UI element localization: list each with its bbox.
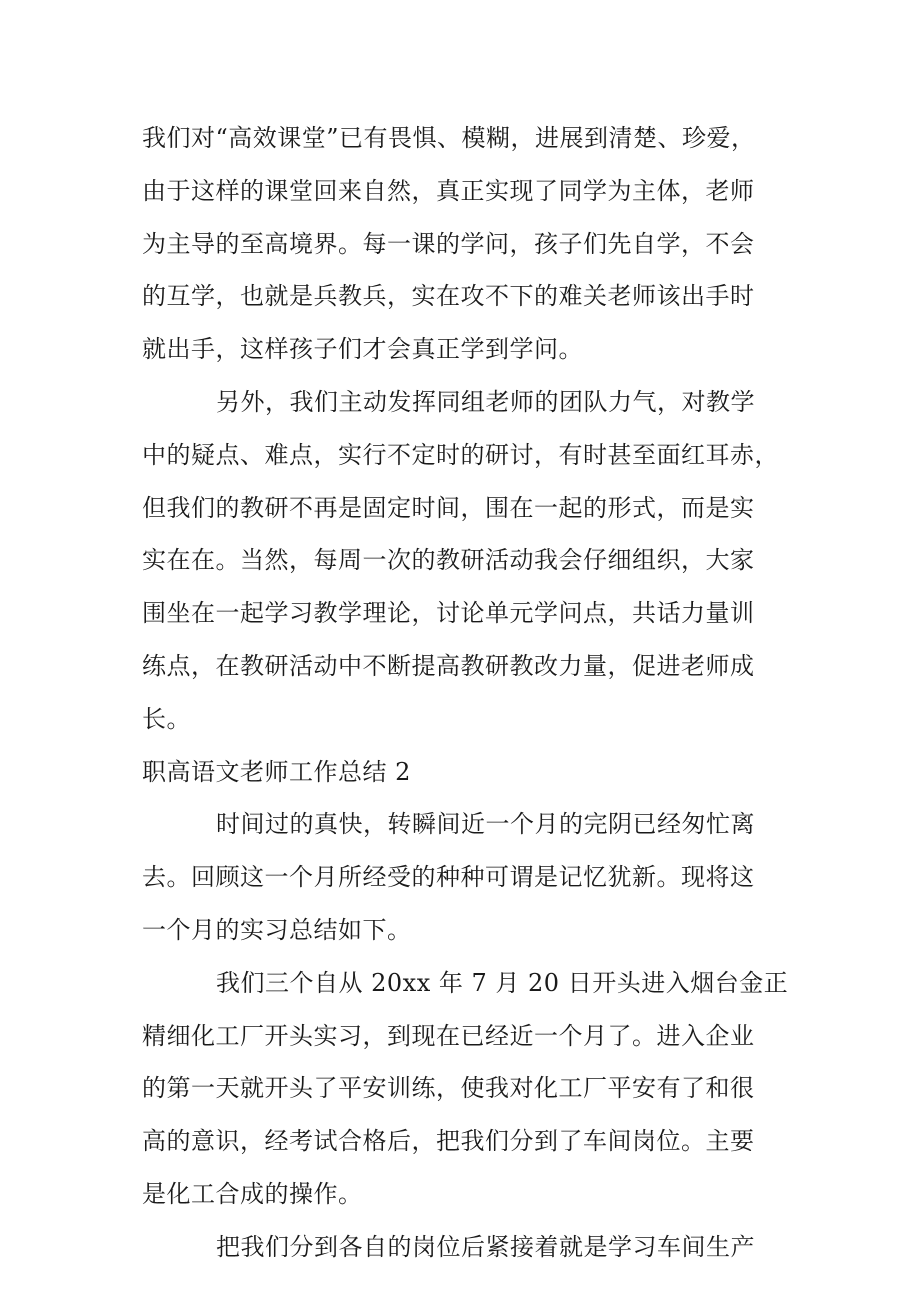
text-line: 中的疑点、难点，实行不定时的研讨，有时甚至面红耳赤， — [142, 440, 779, 469]
text-line: 实在在。当然，每周一次的教研活动我会仔细组织，大家 — [142, 546, 755, 575]
text-line: 高的意识，经考试合格后，把我们分到了车间岗位。主要 — [142, 1127, 755, 1156]
text-line: 我们对“高效课堂”已有畏惧、模糊，进展到清楚、珍爱， — [142, 124, 756, 152]
text-line: 但我们的教研不再是固定时间，围在一起的形式，而是实 — [142, 493, 755, 522]
paragraph-start-line: 另外，我们主动发挥同组老师的团队力气，对教学 — [216, 387, 755, 416]
paragraph-start-line: 我们三个自从 20xx 年 7 月 20 日开头进入烟台金正 — [216, 968, 789, 997]
paragraph-start-line: 时间过的真快，转瞬间近一个月的完阴已经匆忙离 — [216, 810, 755, 839]
section-heading: 职高语文老师工作总结 2 — [142, 757, 411, 786]
text-line: 长。 — [142, 704, 191, 733]
text-line: 一个月的实习总结如下。 — [142, 915, 412, 944]
text-line: 为主导的至高境界。每一课的学问，孩子们先自学，不会 — [142, 229, 755, 258]
text-line: 去。回顾这一个月所经受的种种可谓是记忆犹新。现将这 — [142, 863, 755, 892]
text-line: 就出手，这样孩子们才会真正学到学问。 — [142, 335, 583, 364]
text-line: 的互学，也就是兵教兵，实在攻不下的难关老师该出手时 — [142, 282, 755, 311]
document-body — [142, 112, 789, 1274]
text-line: 精细化工厂开头实习，到现在已经近一个月了。进入企业 — [142, 1021, 755, 1050]
text-line: 练点，在教研活动中不断提高教研教改力量，促进老师成 — [142, 651, 755, 680]
text-line: 由于这样的课堂回来自然，真正实现了同学为主体，老师 — [142, 176, 755, 205]
text-line: 的第一天就开头了平安训练，使我对化工厂平安有了和很 — [142, 1074, 755, 1103]
text-line: 是化工合成的操作。 — [142, 1179, 363, 1208]
text-line: 围坐在一起学习教学理论，讨论单元学问点，共话力量训 — [142, 599, 755, 628]
paragraph-start-line: 把我们分到各自的岗位后紧接着就是学习车间生产 — [216, 1232, 755, 1261]
